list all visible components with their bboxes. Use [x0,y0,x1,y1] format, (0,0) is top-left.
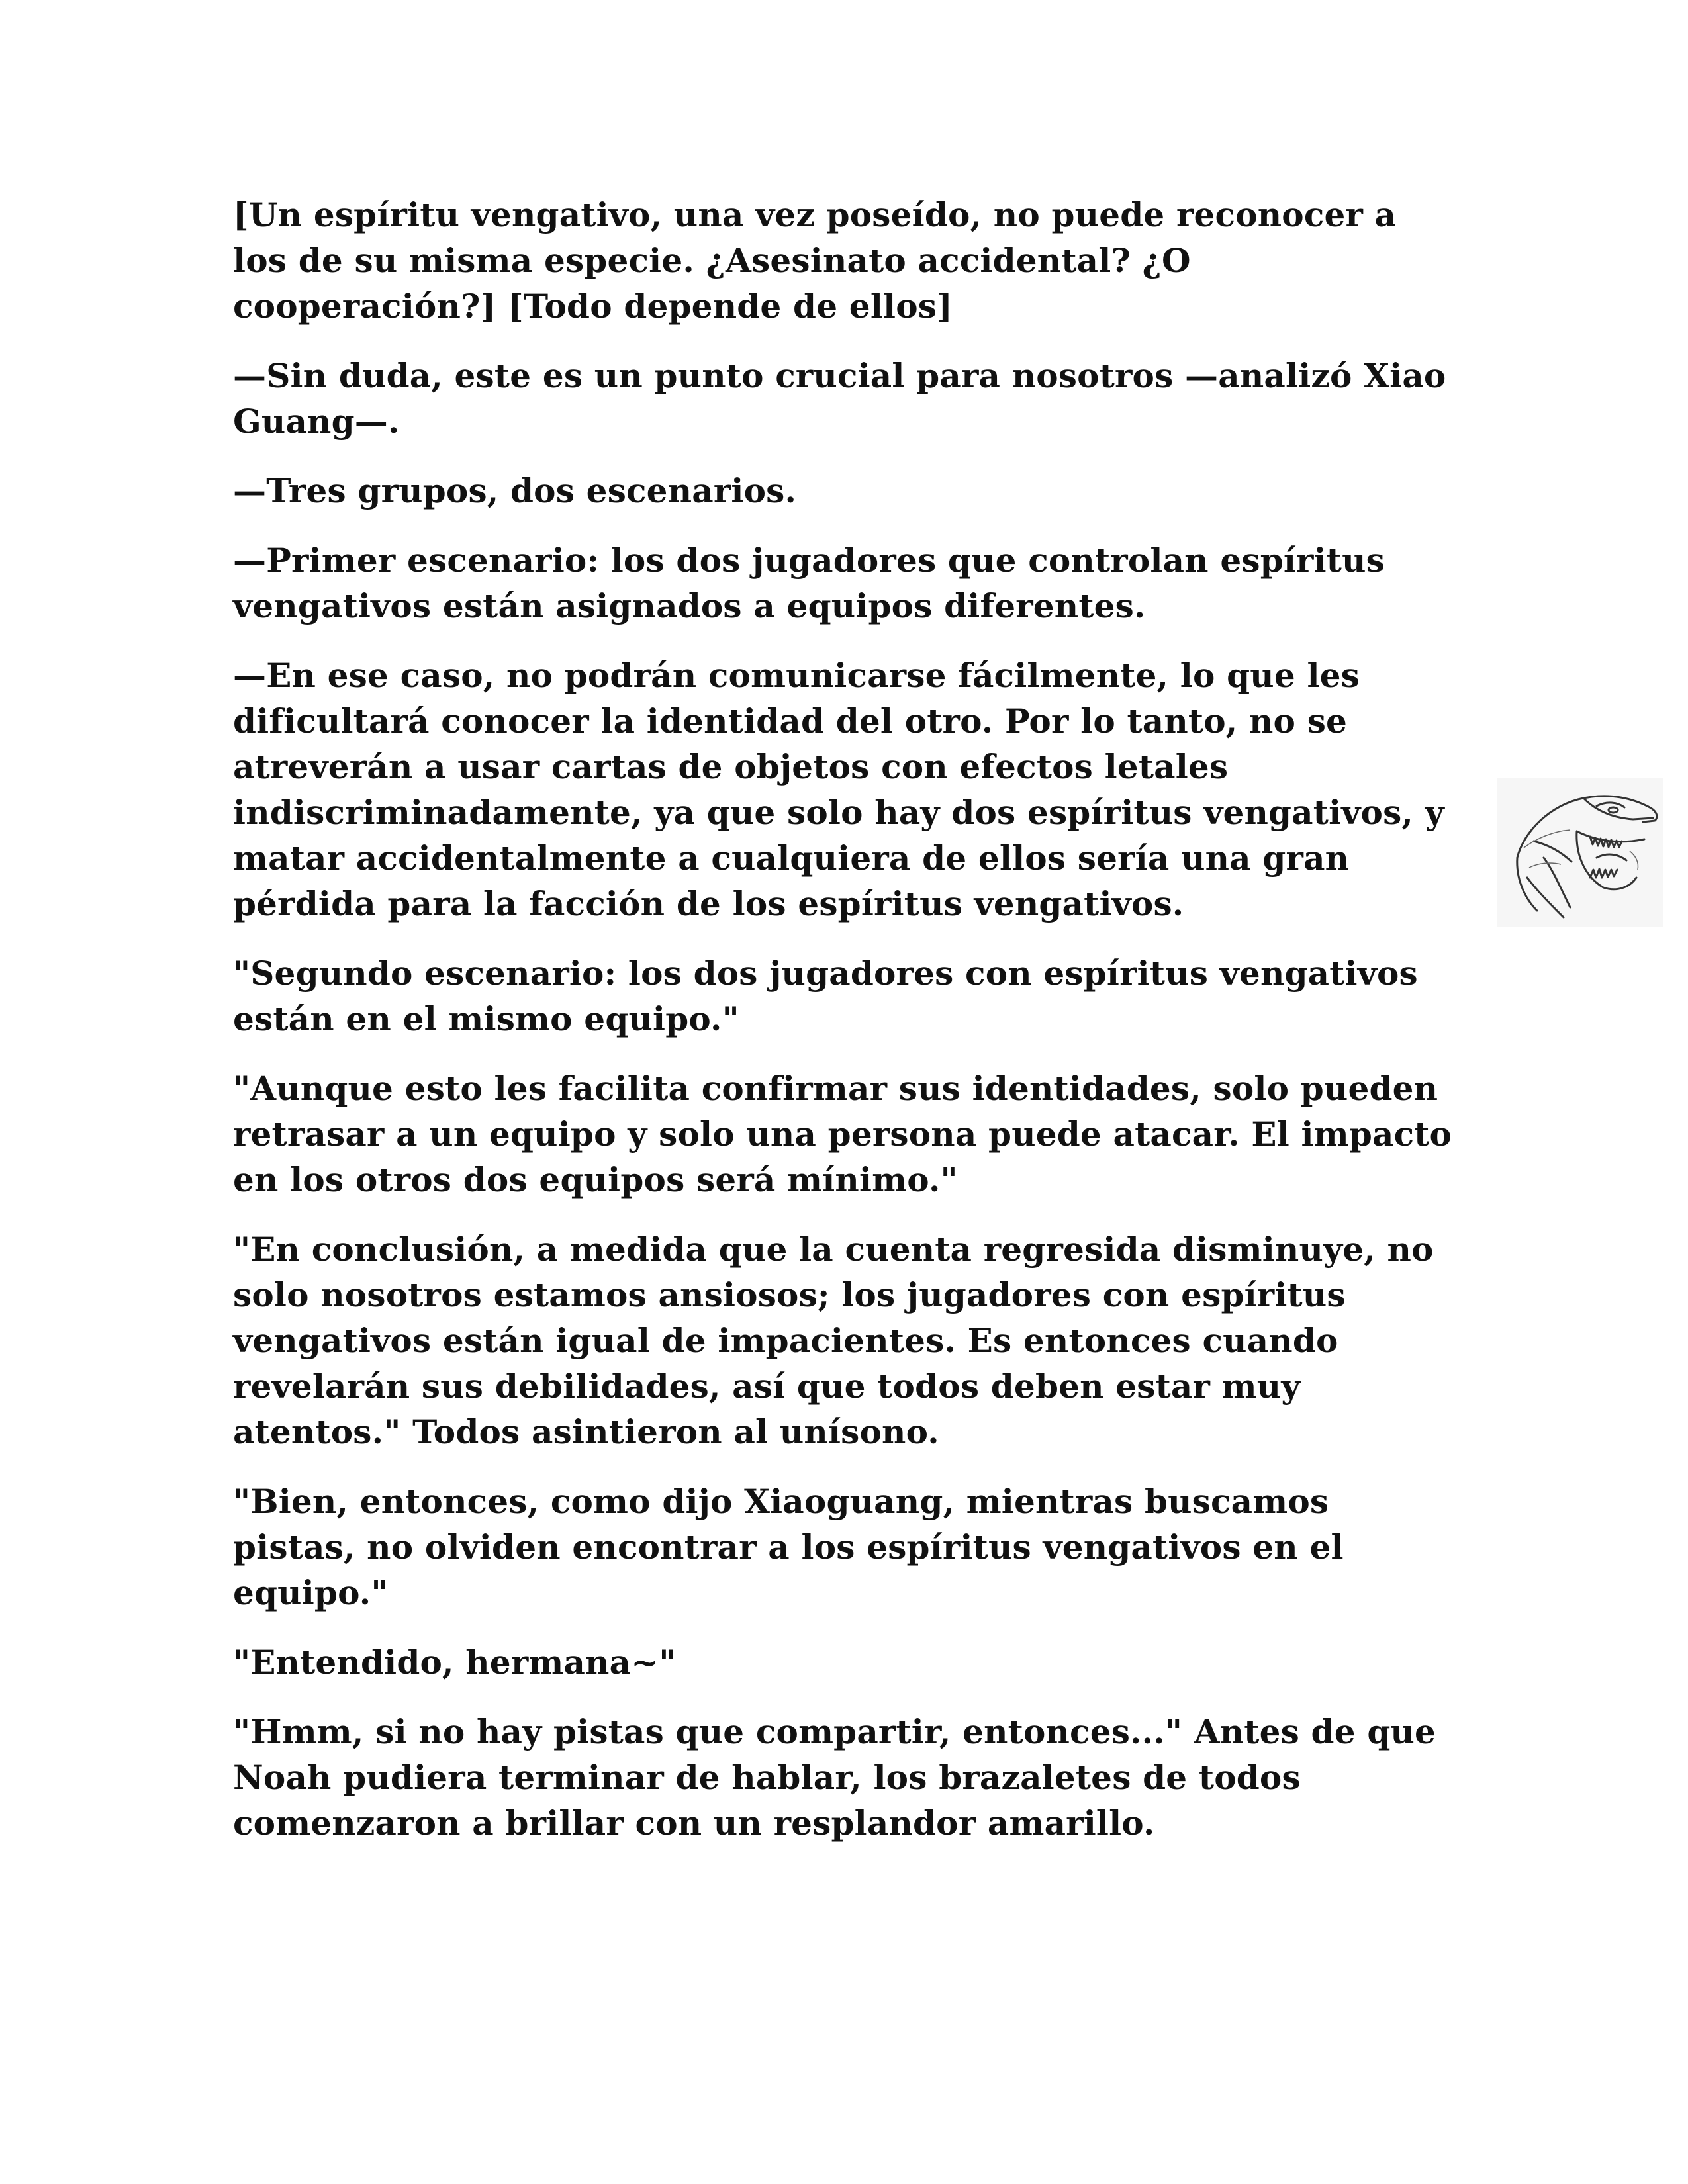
paragraph: "Hmm, si no hay pistas que compartir, entonces..." Antes de que Noah pudiera terminar de hablar, los brazaletes de todos comenzaron a brillar con un resplandor amarillo. [233,1712,1436,1843]
paragraph: —En ese caso, no podrán comunicarse fácilmente, lo que les dificultará conocer la identidad del otro. Por lo tanto, no se atreverán a usar cartas de objetos con efectos letales indiscriminadamente, ya que solo hay dos espíritus vengativos, y matar accidentalmente a cualquiera de ellos sería una gran pérdida para la facción de los espíritus vengativos. [233,656,1444,923]
paragraph: "Segundo escenario: los dos jugadores con espíritus vengativos están en el mismo equipo." [233,954,1418,1038]
paragraph: —Sin duda, este es un punto crucial para nosotros —analizó Xiao Guang—. [233,356,1446,441]
paragraph: —Primer escenario: los dos jugadores que controlan espíritus vengativos están asignados a equipos diferentes. [233,541,1385,625]
paragraph: "Bien, entonces, como dijo Xiaoguang, mientras buscamos pistas, no olviden encontrar a los espíritus vengativos en el equipo." [233,1482,1344,1612]
story-text [233,192,1458,1870]
dinosaur-head-sketch-icon [1497,778,1663,927]
paragraph: —Tres grupos, dos escenarios. [233,471,797,510]
paragraph: "Aunque esto les facilita confirmar sus identidades, solo pueden retrasar a un equipo y solo una persona puede atacar. El impacto en los otros dos equipos será mínimo." [233,1069,1452,1199]
paragraph: "En conclusión, a medida que la cuenta regresida disminuye, no solo nosotros estamos ansiosos; los jugadores con espíritus vengativos están igual de impacientes. Es entonces cuando revelarán sus debilidades, así que todos deben estar muy atentos." Todos asintieron al unísono. [233,1230,1434,1451]
paragraph: "Entendido, hermana~" [233,1643,677,1682]
paragraph: [Un espíritu vengativo, una vez poseído, no puede reconocer a los de su misma especie. ¿Asesinato accidental? ¿O cooperación?] [Todo depende de ellos] [233,195,1397,326]
